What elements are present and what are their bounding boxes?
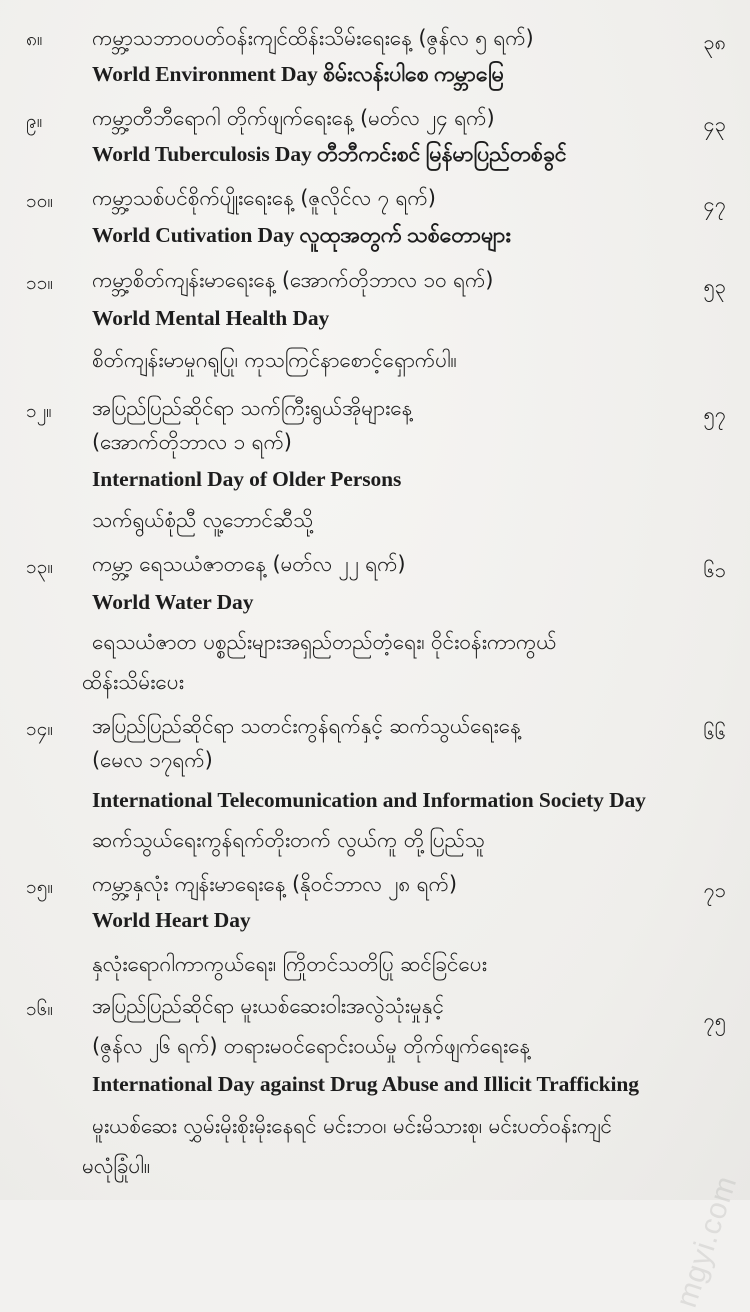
entry-title-myanmar: ကမ္ဘာ့ ရေသယံဇာတနေ့ (မတ်လ ၂၂ ရက်) (92, 552, 406, 576)
entry-title-myanmar: အပြည်ပြည်ဆိုင်ရာ မူးယစ်ဆေးဝါးအလွဲသုံးမှုနှင့် (92, 994, 444, 1018)
entry-title-myanmar: ကမ္ဘာ့နှလုံး ကျန်းမာရေးနေ့ (နိုဝင်ဘာလ ၂၈ ရက်) (92, 872, 457, 896)
entry-subtitle-myanmar-cont: မလုံခြုံပါ။ (82, 1154, 150, 1178)
entry-page: ၄၇ (703, 192, 726, 216)
entry-title-myanmar: ကမ္ဘာ့သစ်ပင်စိုက်ပျိုးရေးနေ့ (ဇူလိုင်လ ၇ ရက်) (92, 186, 436, 210)
entry-title-myanmar: ကမ္ဘာ့သဘာဝပတ်ဝန်းကျင်ထိန်းသိမ်းရေးနေ့ (ဇွန်လ ၅ ရက်) (92, 26, 534, 50)
entry-subtitle-myanmar: စိတ်ကျန်းမာမှုဂရုပြု၊ ကုသကြင်နာစောင့်ရှောက်ပါ။ (92, 348, 457, 372)
entry-title-english: Internationl Day of Older Persons (92, 467, 402, 491)
entry-page: ၇၁ (703, 878, 726, 902)
entry-title-myanmar: ကမ္ဘာ့စိတ်ကျန်းမာရေးနေ့ (အောက်တိုဘာလ ၁၀ ရက်) (92, 268, 494, 292)
entry-subtitle-myanmar: ဆက်သွယ်ရေးကွန်ရက်တိုးတက် လွယ်ကူ တို့ပြည်သူ (92, 828, 485, 852)
entry-date-myanmar: (အောက်တိုဘာလ ၁ ရက်) (92, 430, 292, 454)
entry-page: ၄၃ (703, 112, 726, 136)
entry-number: ၁၅။ (26, 876, 54, 898)
entry-number: ၈။ (26, 28, 43, 50)
entry-page: ၇၅ (703, 1008, 726, 1032)
entry-number: ၁၃။ (26, 556, 54, 578)
entry-date-myanmar: (မေလ ၁၇ရက်) (92, 748, 213, 772)
entry-subtitle-myanmar: ရေသယံဇာတ ပစ္စည်းများအရှည်တည်တံ့ရေး၊ ဝိုင်းဝန်းကာကွယ် (92, 630, 557, 654)
entry-number: ၁၂။ (26, 400, 52, 422)
entry-title-english: World Mental Health Day (92, 306, 330, 330)
entry-page: ၆၆ (703, 720, 726, 744)
entry-title-english: World Water Day (92, 590, 254, 614)
entry-page: ၅၇ (703, 402, 726, 426)
entry-subtitle-myanmar: မူးယစ်ဆေး လွှမ်းမိုးစိုးမိုးနေရင် မင်းဘဝ၊ မင်းမိသားစု၊ မင်းပတ်ဝန်းကျင် (92, 1114, 612, 1138)
entry-page: ၃၈ (703, 30, 726, 54)
entry-number: ၁၁။ (26, 272, 54, 294)
entry-title-english: World Heart Day (92, 908, 251, 932)
entry-title-myanmar: အပြည်ပြည်ဆိုင်ရာ သက်ကြီးရွယ်အိုများနေ့ (92, 396, 413, 420)
entry-subtitle-myanmar-cont: ထိန်းသိမ်းပေး (82, 670, 184, 694)
entry-title-english: International Telecomunication and Information Society Day (92, 788, 646, 812)
entry-title-english: World Cutivation Day လူထုအတွက် သစ်တောများ (92, 223, 511, 247)
entry-number: ၁၀။ (26, 190, 54, 212)
entry-date-myanmar: (ဇွန်လ ၂၆ ရက်) တရားမဝင်ရောင်းဝယ်မှု တိုက်ဖျက်ရေးနေ့ (92, 1034, 531, 1058)
entry-title-english: World Environment Day စိမ်းလန်းပါစေ ကမ္ဘာမြေ (92, 62, 504, 86)
entry-title-english: World Tuberculosis Day တီဘီကင်းစင် မြန်မာပြည်တစ်ခွင် (92, 142, 567, 166)
entry-subtitle-myanmar: သက်ရွယ်စုံညီ လူ့ဘောင်ဆီသို့ (92, 508, 314, 532)
entry-title-myanmar: အပြည်ပြည်ဆိုင်ရာ သတင်းကွန်ရက်နှင့် ဆက်သွယ်ရေးနေ့ (92, 714, 521, 738)
entry-number: ၉။ (26, 110, 43, 132)
entry-page: ၅၃ (703, 274, 726, 298)
entry-number: ၁၄။ (26, 718, 54, 740)
entry-subtitle-myanmar: နှလုံးရောဂါကာကွယ်ရေး၊ ကြိုတင်သတိပြု ဆင်ခြင်ပေး (92, 952, 487, 976)
entry-title-myanmar: ကမ္ဘာ့တီဘီရောဂါ တိုက်ဖျက်ရေးနေ့ (မတ်လ ၂၄ ရက်) (92, 106, 495, 130)
watermark: mgyi.com (669, 1171, 744, 1312)
entry-number: ၁၆။ (26, 998, 54, 1020)
entry-title-english: International Day against Drug Abuse and Illicit Trafficking (92, 1072, 639, 1096)
entry-page: ၆၁ (703, 558, 726, 582)
